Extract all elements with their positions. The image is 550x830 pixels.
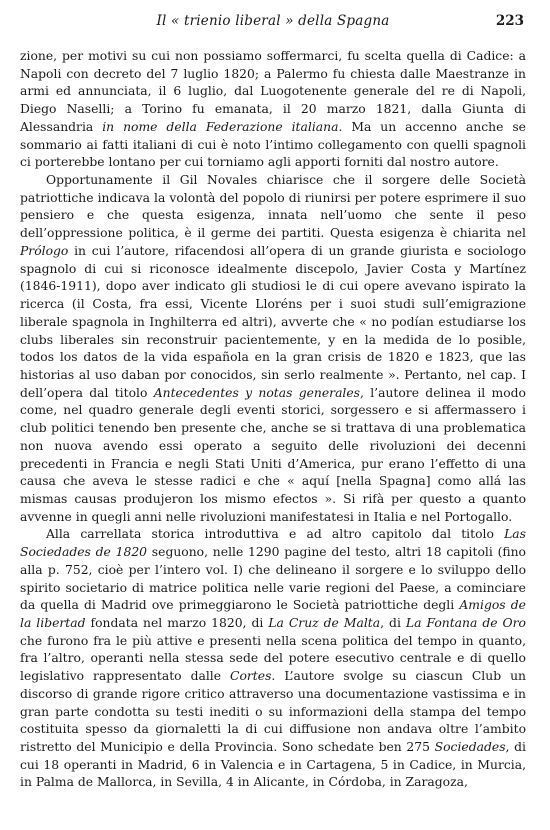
- italic-text: Sociedades: [434, 740, 506, 755]
- italic-text: Las Sociedades de 1820: [20, 527, 526, 560]
- book-page: [20, 12, 526, 822]
- text-run: che furono fra le più attive e presenti nella scena politica del tempo in quanto, fra l’altro, operanti nella stessa sede del potere esecutivo centrale e di quello legislativo rappresentato dalle: [20, 633, 526, 684]
- text-run: . Ma un accenno anche se sommario ai fatti italiani di cui è noto l’intimo collegamento con quelli spagnoli ci porterebbe lontano per cui torniamo agli apporti forniti dal nostro autore.: [20, 119, 526, 170]
- text-run: Alla carrellata storica introduttiva e ad altro capitolo dal titolo: [46, 527, 505, 542]
- italic-text: Amigos de la libertad: [20, 598, 526, 630]
- body-text: [20, 48, 526, 792]
- text-run: seguono, nelle 1290 pagine del testo, altri 18 capitoli (fino alla p. 752, cioè per l’intero vol. I) che delineano il sorgere e lo sviluppo dello spirito societario di matrice politica nelle varie regioni del Paese, a cominciare da quella di Madrid ove primeggiarono le Società patriottiche degli: [20, 545, 526, 613]
- text-run: fondata nel marzo 1820, di: [85, 616, 269, 630]
- paragraph: [20, 526, 526, 792]
- italic-text: La Cruz de Malta: [268, 616, 381, 630]
- italic-text: in nome della Federazione italiana: [102, 119, 339, 134]
- text-run: . L’autore svolge su ciascun Club un discorso di grande rigore critico attraverso una documentazione vastissima e in gran parte condotta su testi inediti o su informazioni della stampa del tempo costituita spesso da giornaletti la di cui diffusione non andava oltre l’ambito ristretto del Municipio e della Provincia. Sono schedate ben 275: [20, 669, 526, 755]
- running-header: [20, 12, 526, 34]
- text-run: zione, per motivi su cui non possiamo soffermarci, fu scelta quella di Cadice: a Napoli con decreto del 7 luglio 1820; a Palermo fu chiesta dalle Maestranze in armi ed annunciata, il 6 luglio, dal Luogotenente generale del re di Napoli, Diego Naselli; a Torino fu emanata, il 20 marzo 1821, dalla Giunta di Alessandria: [20, 49, 526, 134]
- text-run: Opportunamente il Gil Novales chiarisce che il sorgere delle Società patriottiche indicava la volontà del popolo di riunirsi per potere esprimere il suo pensiero e che questa esigenza, innata nell’uomo che sente il peso dell’oppressione politica, è il germe dei partiti. Questa esigenza è chiarita nel: [20, 173, 526, 241]
- text-run: , di cui 18 operanti in Madrid, 6 in Valencia e in Cartagena, 5 in Cadice, in Murcia, in Palma de Mallorca, in Sevilla, 4 in Alicante, in Córdoba, in Zaragoza,: [20, 740, 526, 790]
- italic-text: Prólogo: [20, 243, 69, 258]
- italic-text: Cortes: [230, 669, 272, 684]
- paragraph: [20, 48, 526, 172]
- italic-text: La Fontana de Oro: [405, 616, 526, 630]
- text-run: in cui l’autore, rifacendosi all’opera di un grande giurista e sociologo spagnolo di cui si riconosce idealmente discepolo, Javier Costa y Martínez (1846-1911), dopo aver indicato gli studiosi le di cui opere avevano ispirato la ricerca (il Costa, fra essi, Vicente Lloréns per i suoi studi sull’emigrazione liberale spagnola in Inghilterra ed altri), avverte che « no podían estudiarse los clubs liberales sin reconstruir pacientemente, y en la medida de lo posible, todos los datos de la vida española en la gran crisis de 1820 e 1823, que las historias al uso daban por conocidos, sin serlo realmente ». Pertanto, nel cap. I dell’opera dal titolo: [20, 243, 526, 400]
- text-run: , di: [380, 616, 406, 630]
- italic-text: Antecedentes y notas generales: [153, 385, 361, 400]
- running-title: Il « trienio liberal » della Spagna: [156, 13, 390, 29]
- text-run: , l’autore delinea il modo come, nel quadro generale degli eventi storici, sorgessero e si affermassero i club politici tenendo ben presente che, anche se si trattava di una problematica non nuova avendo essi operato a seguito delle rivoluzioni dei decenni precedenti in Francia e negli Stati Uniti d’America, pur erano l’effetto di una causa che aveva le stesse radici e che « aquí [nella Spagna] como allá las mismas causas produjeron los mismo efectos ». Si rifà per questo a quanto avvenne in quegli anni nelle rivoluzioni manifestatesi in Italia e nel Portogallo.: [20, 385, 526, 524]
- page-number: 223: [495, 13, 524, 29]
- paragraph: [20, 172, 526, 526]
